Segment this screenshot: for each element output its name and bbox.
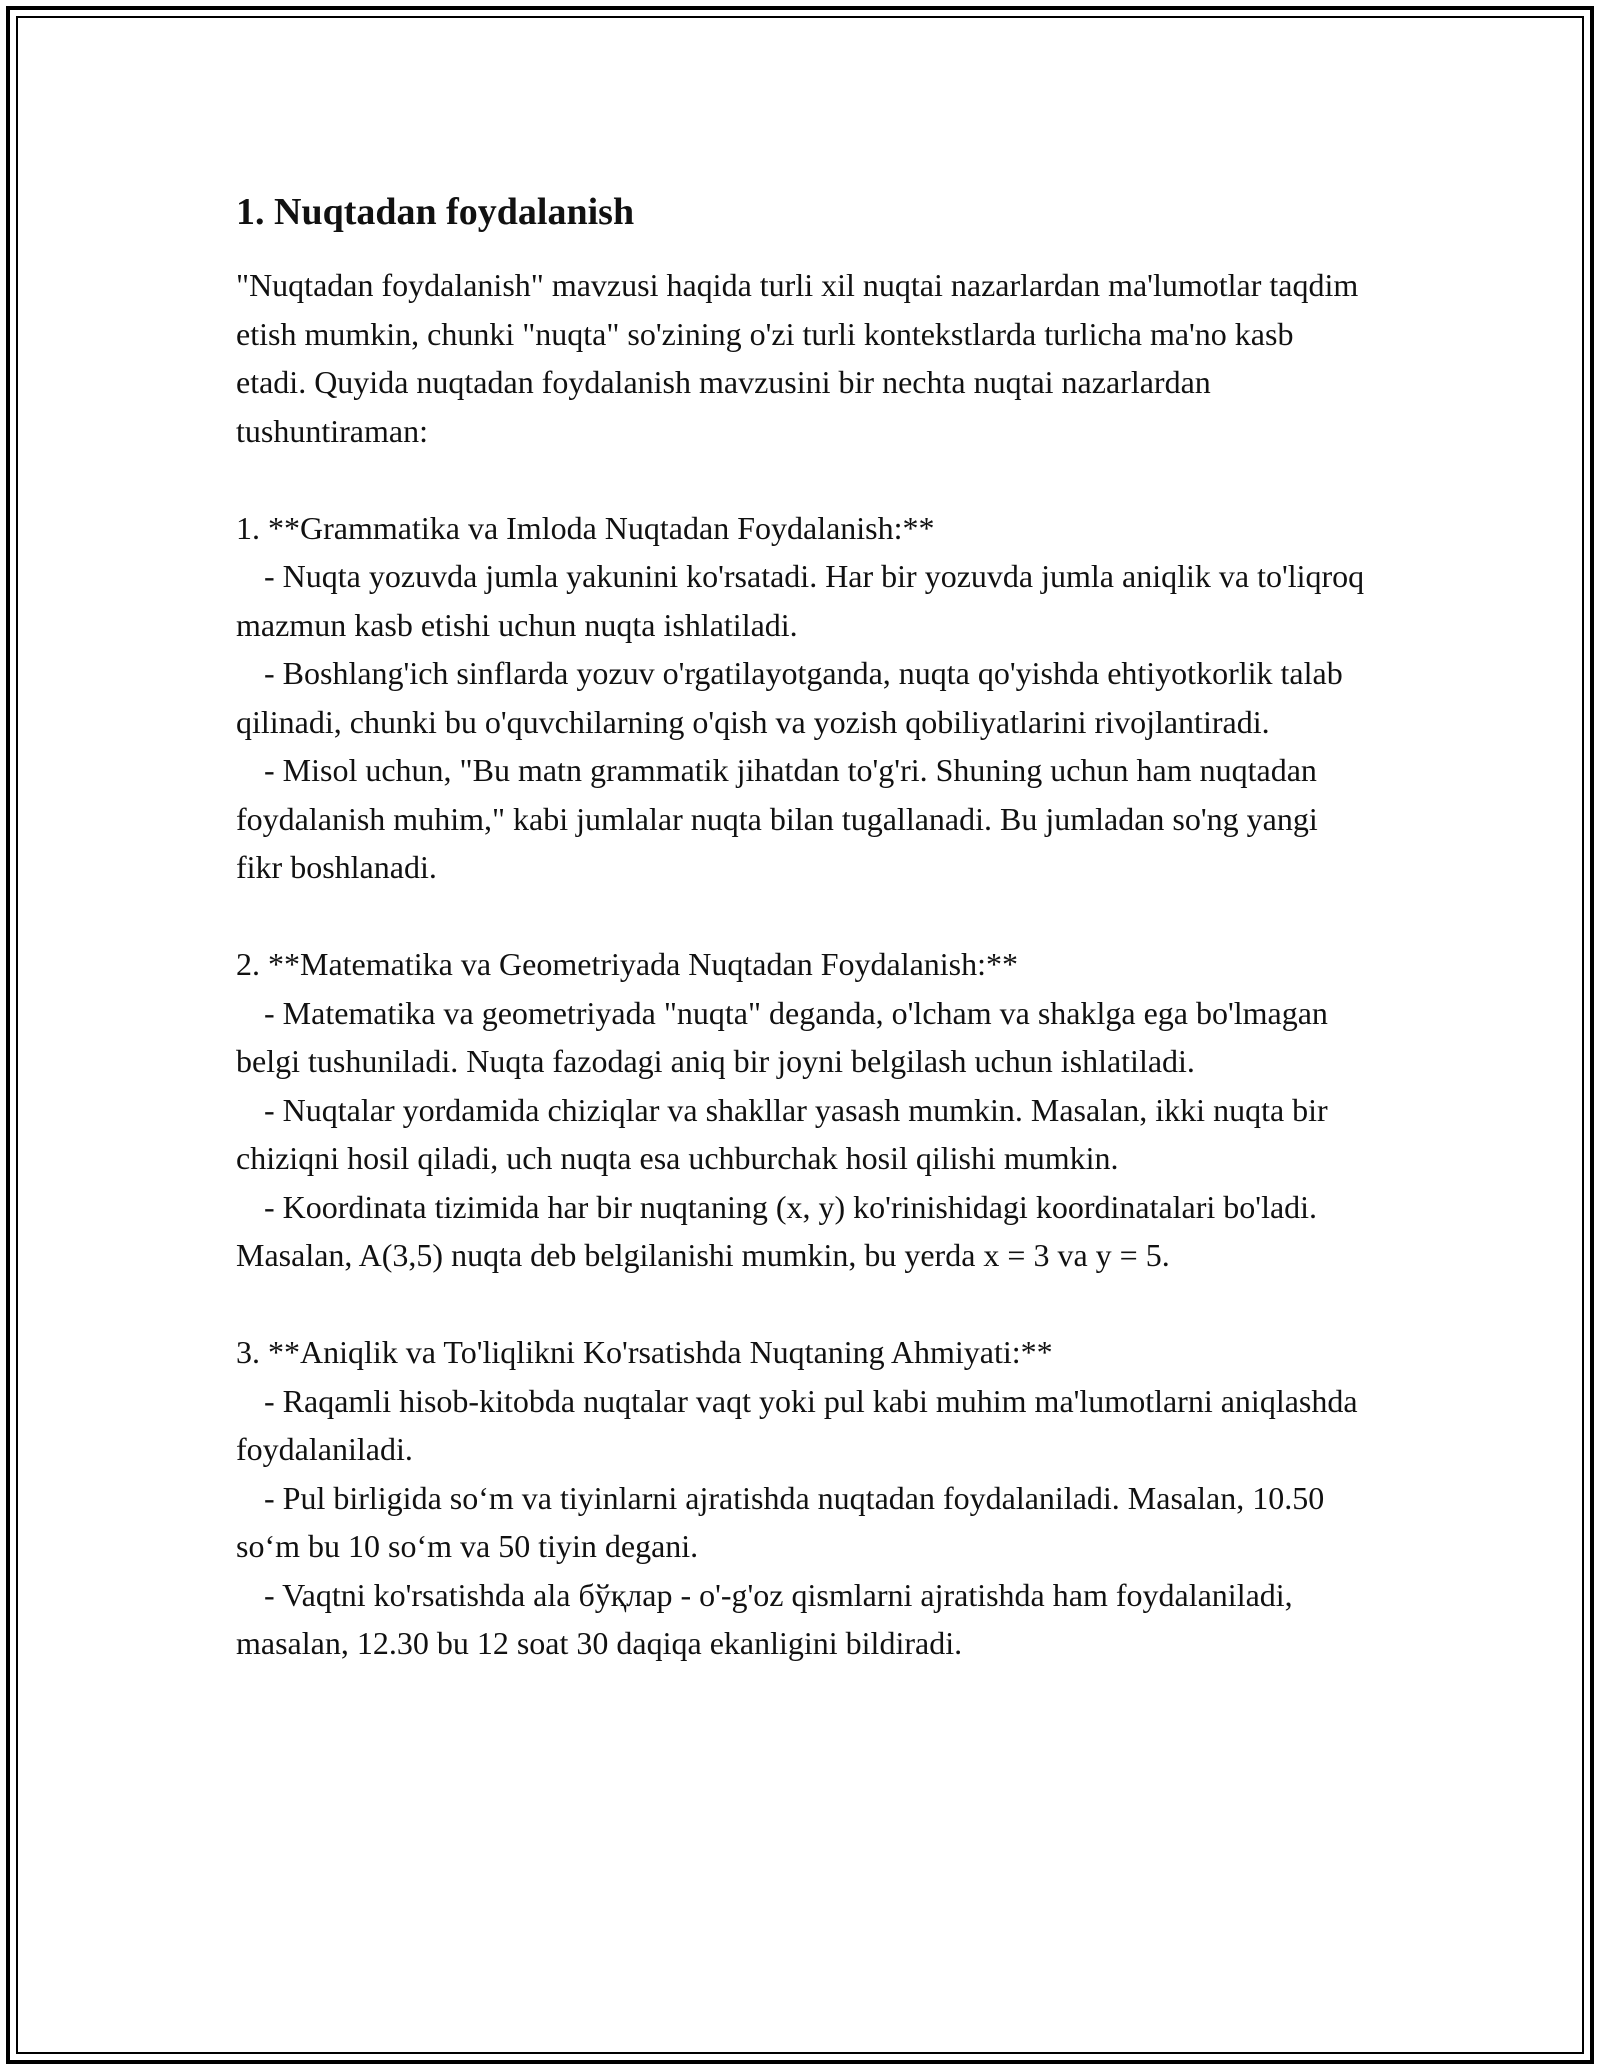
- section-1-item-1: [236, 552, 1373, 649]
- document-heading: 1. Nuqtadan foydalanish: [236, 191, 635, 233]
- section-3-item-3: [236, 1571, 1366, 1668]
- paragraph-gap: [236, 1280, 1366, 1329]
- document-body: [236, 187, 1373, 1668]
- section-1-item-1-text: - Nuqta yozuvda jumla yakunini ko'rsatadi. Har bir yozuvda jumla aniqlik va to'liqroq mazmun kasb etishi uchun nuqta ishlatiladi.: [236, 558, 1373, 643]
- section-2-item-1-text: - Matematika va geometriyada "nuqta" deganda, o'lcham va shaklga ega bo'lmagan belgi tushuniladi. Nuqta fazodagi aniq bir joyni belgilash uchun ishlatiladi.: [236, 994, 1336, 1079]
- section-1-item-2-text: - Boshlang'ich sinflarda yozuv o'rgatilayotganda, nuqta qo'yishda ehtiyotkorlik talab qilinadi, chunki bu o'quvchilarning o'qish va yozish qobiliyatlarini rivojlantiradi.: [236, 655, 1351, 740]
- section-3-item-1-text: - Raqamli hisob-kitobda nuqtalar vaqt yoki pul kabi muhim ma'lumotlarni aniqlashda foydalaniladi.: [236, 1382, 1366, 1467]
- section-2-item-1: [236, 989, 1366, 1086]
- section-3-item-2: [236, 1474, 1366, 1571]
- section-3-item-3-text: - Vaqtni ko'rsatishda ala бўқлар - o'-g'oz qismlarni ajratishda ham foydalaniladi, masalan, 12.30 bu 12 soat 30 daqiqa ekanligini bildiradi.: [236, 1576, 1301, 1661]
- section-2-item-3-text: - Koordinata tizimida har bir nuqtaning (x, y) ko'rinishidagi koordinatalari bo'ladi. Masalan, A(3,5) nuqta deb belgilanishi mumkin, bu yerda x = 3 va y = 5.: [236, 1188, 1326, 1273]
- section-1-item-3: [236, 746, 1366, 892]
- intro-paragraph: "Nuqtadan foydalanish" mavzusi haqida turli xil nuqtai nazarlardan ma'lumotlar taqdim etish mumkin, chunki "nuqta" so'zining o'zi turli kontekstlarda turlicha ma'no kasb etadi. Quyida nuqtadan foydalanish mavzusini bir nechta nuqtai nazarlardan tushuntiraman:: [236, 267, 1367, 449]
- section-1-item-2: [236, 649, 1366, 746]
- section-3-item-1: [236, 1377, 1366, 1474]
- section-3-item-2-text: - Pul birligida so‘m va tiyinlarni ajratishda nuqtadan foydalaniladi. Masalan, 10.50 so‘m bu 10 so‘m va 50 tiyin degani.: [236, 1479, 1333, 1564]
- section-2-item-2-text: - Nuqtalar yordamida chiziqlar va shakllar yasash mumkin. Masalan, ikki nuqta bir chiziqni hosil qiladi, uch nuqta esa uchburchak hosil qilishi mumkin.: [236, 1091, 1336, 1176]
- section-1-title: 1. **Grammatika va Imloda Nuqtadan Foydalanish:**: [236, 509, 935, 546]
- section-2-item-2: [236, 1086, 1366, 1183]
- section-2-item-3: [236, 1183, 1366, 1280]
- paragraph-gap: [236, 892, 1366, 941]
- section-3-title: 3. **Aniqlik va To'liqlikni Ko'rsatishda Nuqtaning Ahmiyati:**: [236, 1334, 1053, 1370]
- paragraph-gap: [236, 455, 1366, 504]
- section-1-item-3-text: - Misol uchun, "Bu matn grammatik jihatdan to'g'ri. Shuning uchun ham nuqtadan foydalanish muhim," kabi jumlalar nuqta bilan tugallanadi. Bu jumladan so'ng yangi fikr boshlanadi.: [236, 752, 1326, 885]
- section-2-title: 2. **Matematika va Geometriyada Nuqtadan Foydalanish:**: [236, 946, 1019, 982]
